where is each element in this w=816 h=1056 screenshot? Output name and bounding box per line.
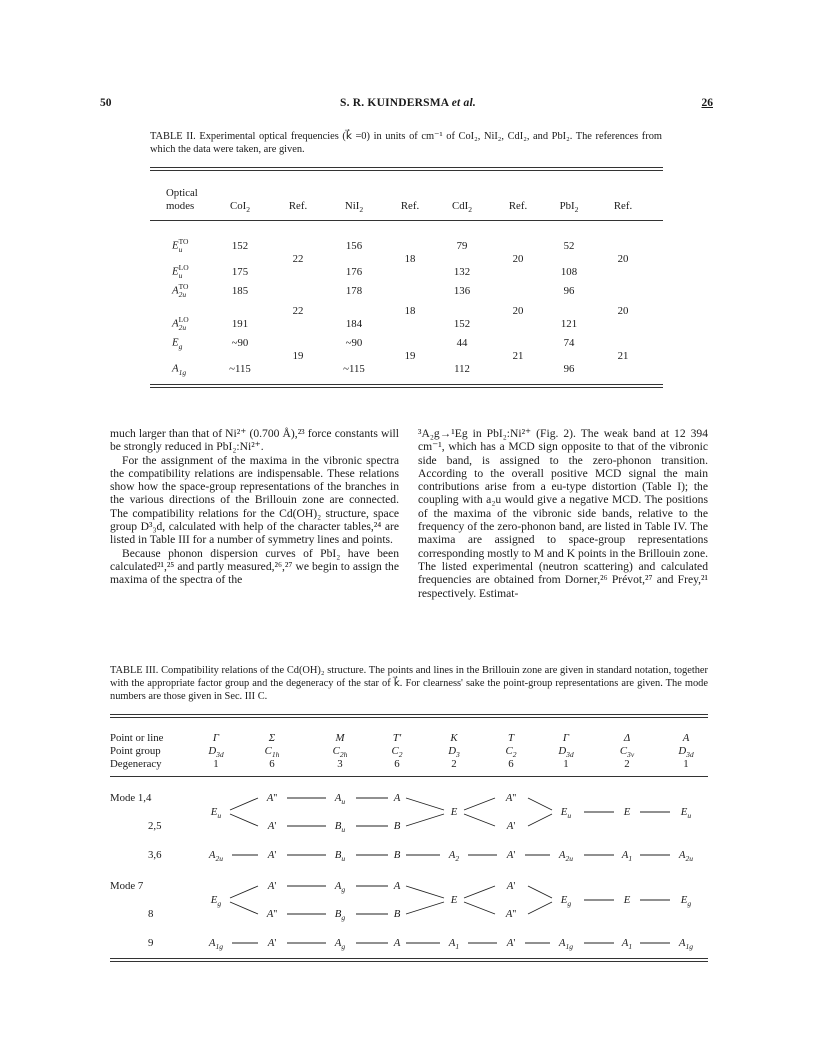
body-left-para-1: much larger than that of Ni²⁺ (0.700 Å),²³ force constants will be strongly reduced in PbI₂:Ni²⁺.	[110, 427, 399, 454]
table3-point-group: $C_2$	[505, 745, 517, 760]
table2-ref-cell: 19	[404, 350, 416, 362]
table3-point-label: T	[507, 732, 515, 744]
table3-point-label: M	[335, 732, 345, 744]
mode7-t-top: A	[393, 880, 401, 892]
table2-value-cell: 185	[231, 285, 249, 297]
mode7-k: E	[450, 894, 458, 906]
table2-column-header: CoI$_2$	[230, 200, 250, 215]
table2-value-cell: 132	[453, 266, 471, 278]
table3-point-group: $C_{1h}$	[264, 745, 280, 760]
mode9-cell: A	[393, 937, 401, 949]
mode7-line	[464, 886, 495, 898]
mode14-sigma-bottom: A'	[267, 820, 277, 832]
table2-value-cell: 52	[563, 240, 575, 252]
mode7-line	[230, 902, 258, 914]
table2-column-header: PbI$_2$	[559, 200, 579, 215]
table2-mode-label: A 1g	[172, 362, 187, 377]
table2-ref-cell: 20	[617, 253, 629, 265]
mode7-gamma: $E_g$	[210, 894, 222, 909]
mode14-m-bottom: $B_u$	[334, 820, 346, 835]
mode14-line	[230, 814, 258, 826]
table2-value-cell: 156	[345, 240, 363, 252]
table2-ref-cell: 22	[292, 253, 304, 265]
table2-value-cell: 136	[453, 285, 471, 297]
table3-caption: TABLE III. Compatibility relations of the Cd(OH)₂ structure. The points and lines in the Brillouin zone are given in standard notation, together with the appropriate factor group and the degeneracy of the star of k⃗. For clearness' sake the point-group representations are given. The mode numbers are those given in Sec. III C.	[110, 665, 708, 702]
table3-mode-9: 9	[148, 937, 154, 949]
body-left-para-2: For the assignment of the maxima in the vibronic spectra the compatibility relations are indispensable. These relations show how the space-group representations of the branches in the various directions of the Brillouin zone are connected. The compatibility relations for the Cd(OH)₂ structure, space group D³₃d, calculated with help of the character tables,²⁴ are listed in Table III for a number of symmetry lines and points.	[110, 453, 399, 547]
mode14-line	[528, 798, 552, 810]
table3-mode-7: Mode 7	[110, 880, 144, 892]
table3-degeneracy: 1	[213, 758, 219, 770]
table2-column-header: Ref.	[288, 200, 308, 212]
table2-value-cell: 178	[345, 285, 363, 297]
mode7-sigma-top: A'	[267, 880, 277, 892]
table2-caption: TABLE II. Experimental optical frequencies (k⃗ =0) in units of cm⁻¹ of CoI₂, NiI₂, CdI₂, and PbI₂. The references from which the data were taken, are given.	[150, 131, 662, 155]
table2-value-cell: 96	[563, 285, 575, 297]
table2-value-cell: 121	[560, 318, 578, 330]
mode7-line	[528, 902, 552, 914]
mode36-cell: $A_{2u}$	[558, 849, 574, 864]
mode9-cell: $A_1$	[448, 937, 460, 952]
table2-mode-label: E LO u	[172, 263, 189, 280]
mode9-cell: A'	[506, 937, 516, 949]
table3-mode-8: 8	[148, 908, 154, 920]
table2-ref-cell: 22	[292, 305, 304, 317]
mode14-line	[464, 814, 495, 826]
mode7-t2-bottom: A''	[505, 908, 517, 920]
table3-point-label: T'	[392, 732, 402, 744]
table2-value-cell: 152	[231, 240, 249, 252]
mode7-delta: E	[623, 894, 631, 906]
mode9-cell: $A_1$	[621, 937, 633, 952]
mode14-delta: E	[623, 806, 631, 818]
volume-number: 26	[701, 97, 713, 109]
mode7-gamma2: $E_g$	[560, 894, 572, 909]
running-title-authors: S. R. KUINDERSMA	[340, 97, 449, 109]
mode7-line	[406, 902, 444, 914]
table2-mode-label: A TO 2u	[172, 282, 189, 299]
mode9-cell: A'	[267, 937, 277, 949]
table2-value-cell: 152	[453, 318, 471, 330]
table2-value-cell: 96	[563, 363, 575, 375]
table2-value-cell: 74	[563, 337, 575, 349]
table2-value-cell: 112	[454, 363, 470, 375]
table2-head-optical: Optical	[166, 187, 198, 199]
mode14-gamma2: $E_u$	[560, 806, 572, 821]
table3-degeneracy: 6	[508, 758, 514, 770]
table2-column-header: CdI$_2$	[452, 200, 472, 215]
table2-column-header: NiI$_2$	[344, 200, 364, 215]
mode14-line	[406, 814, 444, 826]
table3-point-label: Γ	[562, 732, 570, 744]
table2-mode-label: E g	[172, 336, 183, 351]
table3-row-label-degeneracy: Degeneracy	[110, 758, 162, 770]
mode7-line	[406, 886, 444, 898]
mode14-line	[230, 798, 258, 810]
table3-degeneracy: 2	[624, 758, 630, 770]
mode14-a: $E_u$	[680, 806, 692, 821]
mode14-t2-bottom: A'	[506, 820, 516, 832]
table2-ref-cell: 20	[512, 253, 524, 265]
mode36-cell: B	[393, 849, 401, 861]
mode14-t-top: A	[393, 792, 401, 804]
mode7-m-top: $A_g$	[334, 880, 346, 895]
mode14-m-top: $A_u$	[334, 792, 346, 807]
table2-value-cell: 108	[560, 266, 578, 278]
mode7-a: $E_g$	[680, 894, 692, 909]
mode14-k: E	[450, 806, 458, 818]
mode9-cell: $A_g$	[334, 937, 346, 952]
mode7-line	[230, 886, 258, 898]
table3-point-label: Σ	[268, 732, 276, 744]
table3-bottom-rule-2	[110, 961, 708, 962]
mode36-cell: $A_{2u}$	[678, 849, 694, 864]
mode7-sigma-bottom: A''	[266, 908, 278, 920]
table2-ref-cell: 21	[512, 350, 524, 362]
page-number: 50	[100, 97, 112, 109]
mode36-cell: $A_{2u}$	[208, 849, 224, 864]
mode14-t-bottom: B	[393, 820, 401, 832]
table2-column-header: Ref.	[400, 200, 420, 212]
table2-value-cell: 184	[345, 318, 363, 330]
table3-point-group: $D_{3d}$	[558, 745, 574, 760]
mode36-cell: $B_u$	[334, 849, 346, 864]
table2-ref-cell: 19	[292, 350, 304, 362]
table3-row-label-group: Point group	[110, 745, 161, 757]
mode9-cell: $A_{1g}$	[558, 937, 574, 952]
table3-point-label: Γ	[212, 732, 220, 744]
table3-mode-36: 3,6	[148, 849, 162, 861]
table3-mode-25: 2,5	[148, 820, 162, 832]
mode9-cell: $A_{1g}$	[208, 937, 224, 952]
table3-point-label: A	[682, 732, 690, 744]
table3-point-group: $D_3$	[448, 745, 460, 760]
table2-ref-cell: 18	[404, 305, 416, 317]
table3-degeneracy: 6	[394, 758, 400, 770]
table2-ref-cell: 21	[617, 350, 629, 362]
mode7-t2-top: A'	[506, 880, 516, 892]
table3-point-group: $C_{2h}$	[332, 745, 348, 760]
mode36-cell: A'	[267, 849, 277, 861]
table2-value-cell: ~90	[231, 337, 249, 349]
table3-degeneracy: 1	[683, 758, 689, 770]
table3-point-label: Δ	[623, 732, 631, 744]
mode7-t-bottom: B	[393, 908, 401, 920]
mode14-line	[528, 814, 552, 826]
table2-ref-cell: 20	[617, 305, 629, 317]
table3-degeneracy: 3	[337, 758, 343, 770]
mode14-line	[406, 798, 444, 810]
table2-mode-label: A LO 2u	[172, 315, 189, 332]
table3-degeneracy: 2	[451, 758, 457, 770]
mode36-cell: $A_1$	[621, 849, 633, 864]
table3-point-group: $D_{3d}$	[208, 745, 224, 760]
mode14-line	[464, 798, 495, 810]
table2-value-cell: 176	[345, 266, 363, 278]
table2-value-cell: 79	[456, 240, 468, 252]
table2-mode-label: E TO u	[172, 237, 189, 254]
mode36-cell: A'	[506, 849, 516, 861]
table2-ref-cell: 18	[404, 253, 416, 265]
table3-point-group: $C_{3v}$	[619, 745, 635, 760]
table3-point-label: K	[450, 732, 458, 744]
mode14-gamma: $E_u$	[210, 806, 222, 821]
table3-point-group: $C_2$	[391, 745, 403, 760]
mode7-m-bottom: $B_g$	[334, 908, 346, 923]
table2-value-cell: 44	[456, 337, 468, 349]
table2-value-cell: ~115	[343, 363, 365, 375]
table3-bottom-rule	[110, 958, 708, 959]
table3-degeneracy: 6	[269, 758, 275, 770]
table2-value-cell: ~115	[229, 363, 251, 375]
table2-value-cell: 175	[231, 266, 249, 278]
table2-column-header: Ref.	[508, 200, 528, 212]
table2-value-cell: 191	[231, 318, 249, 330]
table2-ref-cell: 20	[512, 305, 524, 317]
table3-mode-14: Mode 1,4	[110, 792, 152, 804]
body-right-para-1: ³A₂g→¹Eg in PbI₂:Ni²⁺ (Fig. 2). The weak band at 12 394 cm⁻¹, which has a MCD sign opposite to that of the vibronic side band, is assigned to the zero-phonon transition. According to the overall positive MCD signal the main contributions arise from a eu-type distortion (Table I); the coupling with a₂u would give a negative MCD. The positions of the maxima of the vibronic side bands, relative to the frequency of the zero-phonon band, are listed in Table IV. The maxima are assigned to space-group representations corresponding mostly to M and K points in the Brillouin zone. The listed experimental (neutron scattering) and calculated frequencies are obtained from Dorner,²⁶ Prévot,²⁷ and Frey,²¹ respectively. Estimat-	[418, 427, 708, 600]
mode36-cell: $A_2$	[448, 849, 460, 864]
body-left-para-3: Because phonon dispersion curves of PbI₂ have been calculated²¹,²⁵ and partly measured,²⁶,²⁷ we begin to assign the maxima of the spectra of the	[110, 546, 399, 587]
running-title-suffix: et al.	[451, 97, 476, 109]
mode14-sigma-top: A''	[266, 792, 278, 804]
mode14-t2-top: A''	[505, 792, 517, 804]
mode9-cell: $A_{1g}$	[678, 937, 694, 952]
mode7-line	[464, 902, 495, 914]
table2-head-modes: modes	[166, 200, 195, 212]
table2-value-cell: ~90	[345, 337, 363, 349]
table3-row-label-point: Point or line	[110, 732, 164, 744]
table3-point-group: $D_{3d}$	[678, 745, 694, 760]
table2-column-header: Ref.	[613, 200, 633, 212]
mode7-line	[528, 886, 552, 898]
table3-degeneracy: 1	[563, 758, 569, 770]
